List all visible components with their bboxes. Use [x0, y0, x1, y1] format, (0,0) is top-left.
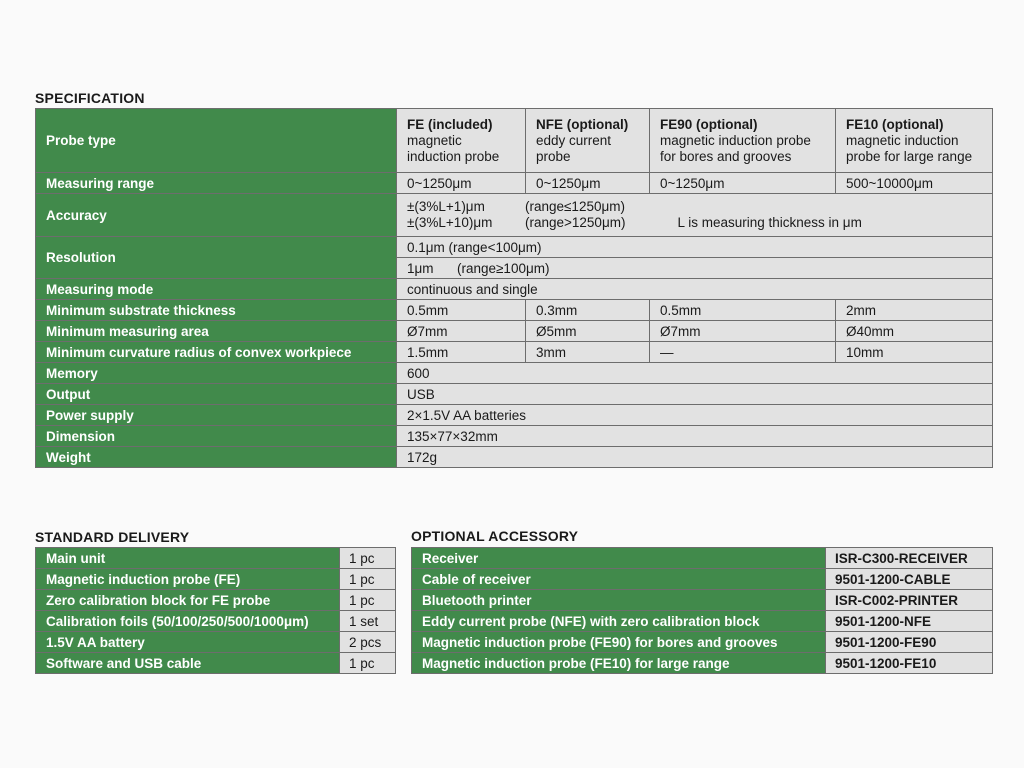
range-value: 0~1250μm	[650, 173, 836, 194]
accessory-code: 9501-1200-FE10	[826, 653, 993, 674]
area-value: Ø40mm	[836, 321, 993, 342]
curvature-value: 1.5mm	[397, 342, 526, 363]
memory-label: Memory	[36, 363, 397, 384]
table-row	[412, 590, 993, 611]
resolution-value	[397, 258, 993, 279]
power-supply-label: Power supply	[36, 405, 397, 426]
range-value: 0~1250μm	[526, 173, 650, 194]
accuracy-label: Accuracy	[36, 194, 397, 237]
table-row	[36, 237, 993, 258]
curvature-value: —	[650, 342, 836, 363]
delivery-qty: 2 pcs	[340, 632, 396, 653]
accessory-item: Magnetic induction probe (FE90) for bores and grooves	[412, 632, 826, 653]
accessory-item: Receiver	[412, 548, 826, 569]
accessory-code: 9501-1200-FE90	[826, 632, 993, 653]
measuring-mode-value: continuous and single	[397, 279, 993, 300]
area-label: Minimum measuring area	[36, 321, 397, 342]
area-value: Ø7mm	[650, 321, 836, 342]
delivery-qty: 1 pc	[340, 548, 396, 569]
delivery-qty: 1 pc	[340, 653, 396, 674]
accessory-code: ISR-C002-PRINTER	[826, 590, 993, 611]
probe-desc: eddy current	[536, 132, 612, 148]
range-value: 500~10000μm	[836, 173, 993, 194]
table-row	[36, 548, 396, 569]
probe-name: FE90 (optional)	[660, 116, 758, 132]
table-row	[36, 300, 993, 321]
probe-desc: for bores and grooves	[660, 148, 792, 164]
dimension-value: 135×77×32mm	[397, 426, 993, 447]
accessory-code: ISR-C300-RECEIVER	[826, 548, 993, 569]
probe-desc: magnetic induction probe	[660, 132, 811, 148]
accessory-item: Cable of receiver	[412, 569, 826, 590]
specification-title: SPECIFICATION	[35, 90, 145, 106]
table-row	[412, 632, 993, 653]
probe-header-fe	[397, 109, 526, 173]
range-value: 0~1250μm	[397, 173, 526, 194]
probe-name: NFE (optional)	[536, 116, 629, 132]
area-value: Ø5mm	[526, 321, 650, 342]
probe-type-label: Probe type	[36, 109, 397, 173]
accessory-item: Eddy current probe (NFE) with zero calibration block	[412, 611, 826, 632]
table-row	[412, 548, 993, 569]
probe-desc: magnetic induction	[846, 132, 959, 148]
measuring-range-label: Measuring range	[36, 173, 397, 194]
accuracy-formula: ±(3%L+1)μm	[407, 199, 485, 214]
table-row	[36, 109, 993, 173]
optional-accessory-table	[411, 547, 993, 674]
probe-desc: probe	[536, 148, 571, 164]
accessory-item: Bluetooth printer	[412, 590, 826, 611]
table-row	[36, 384, 993, 405]
delivery-qty: 1 pc	[340, 590, 396, 611]
table-row	[36, 611, 396, 632]
substrate-label: Minimum substrate thickness	[36, 300, 397, 321]
memory-value: 600	[397, 363, 993, 384]
curvature-value: 3mm	[526, 342, 650, 363]
delivery-item: Calibration foils (50/100/250/500/1000μm)	[36, 611, 340, 632]
probe-header-nfe	[526, 109, 650, 173]
accuracy-range: (range>1250μm)	[525, 215, 626, 230]
accuracy-value	[397, 194, 993, 237]
accessory-code: 9501-1200-NFE	[826, 611, 993, 632]
resolution-label: Resolution	[36, 237, 397, 279]
substrate-value: 0.5mm	[397, 300, 526, 321]
area-value: Ø7mm	[397, 321, 526, 342]
table-row	[412, 569, 993, 590]
standard-delivery-title: STANDARD DELIVERY	[35, 529, 190, 545]
measuring-mode-label: Measuring mode	[36, 279, 397, 300]
resolution-step: 1μm	[407, 260, 434, 276]
weight-value: 172g	[397, 447, 993, 468]
standard-delivery-table	[35, 547, 396, 674]
table-row	[36, 194, 993, 237]
output-value: USB	[397, 384, 993, 405]
substrate-value: 0.3mm	[526, 300, 650, 321]
delivery-item: 1.5V AA battery	[36, 632, 340, 653]
table-row	[36, 632, 396, 653]
output-label: Output	[36, 384, 397, 405]
power-supply-value: 2×1.5V AA batteries	[397, 405, 993, 426]
probe-desc: magnetic	[407, 132, 462, 148]
table-row	[36, 447, 993, 468]
dimension-label: Dimension	[36, 426, 397, 447]
accuracy-range: (range≤1250μm)	[525, 199, 625, 214]
substrate-value: 2mm	[836, 300, 993, 321]
table-row	[36, 653, 396, 674]
probe-name: FE (included)	[407, 116, 493, 132]
curvature-value: 10mm	[836, 342, 993, 363]
delivery-qty: 1 pc	[340, 569, 396, 590]
table-row	[412, 611, 993, 632]
delivery-item: Software and USB cable	[36, 653, 340, 674]
accuracy-note: L is measuring thickness in μm	[677, 215, 862, 230]
weight-label: Weight	[36, 447, 397, 468]
curvature-label: Minimum curvature radius of convex workpiece	[36, 342, 397, 363]
delivery-item: Magnetic induction probe (FE)	[36, 569, 340, 590]
resolution-range: (range≥100μm)	[457, 260, 550, 276]
specification-table	[35, 108, 993, 468]
probe-desc: induction probe	[407, 148, 500, 164]
table-row	[36, 426, 993, 447]
probe-header-fe10	[836, 109, 993, 173]
table-row	[36, 590, 396, 611]
substrate-value: 0.5mm	[650, 300, 836, 321]
probe-name: FE10 (optional)	[846, 116, 944, 132]
delivery-item: Main unit	[36, 548, 340, 569]
probe-header-fe90	[650, 109, 836, 173]
delivery-item: Zero calibration block for FE probe	[36, 590, 340, 611]
table-row	[412, 653, 993, 674]
probe-desc: probe for large range	[846, 148, 973, 164]
delivery-qty: 1 set	[340, 611, 396, 632]
table-row	[36, 363, 993, 384]
table-row	[36, 342, 993, 363]
accuracy-formula: ±(3%L+10)μm	[407, 215, 493, 230]
table-row	[36, 279, 993, 300]
table-row	[36, 173, 993, 194]
accessory-code: 9501-1200-CABLE	[826, 569, 993, 590]
resolution-value: 0.1μm (range<100μm)	[397, 237, 993, 258]
table-row	[36, 405, 993, 426]
optional-accessory-title: OPTIONAL ACCESSORY	[411, 528, 579, 544]
accessory-item: Magnetic induction probe (FE10) for large range	[412, 653, 826, 674]
table-row	[36, 569, 396, 590]
table-row	[36, 321, 993, 342]
